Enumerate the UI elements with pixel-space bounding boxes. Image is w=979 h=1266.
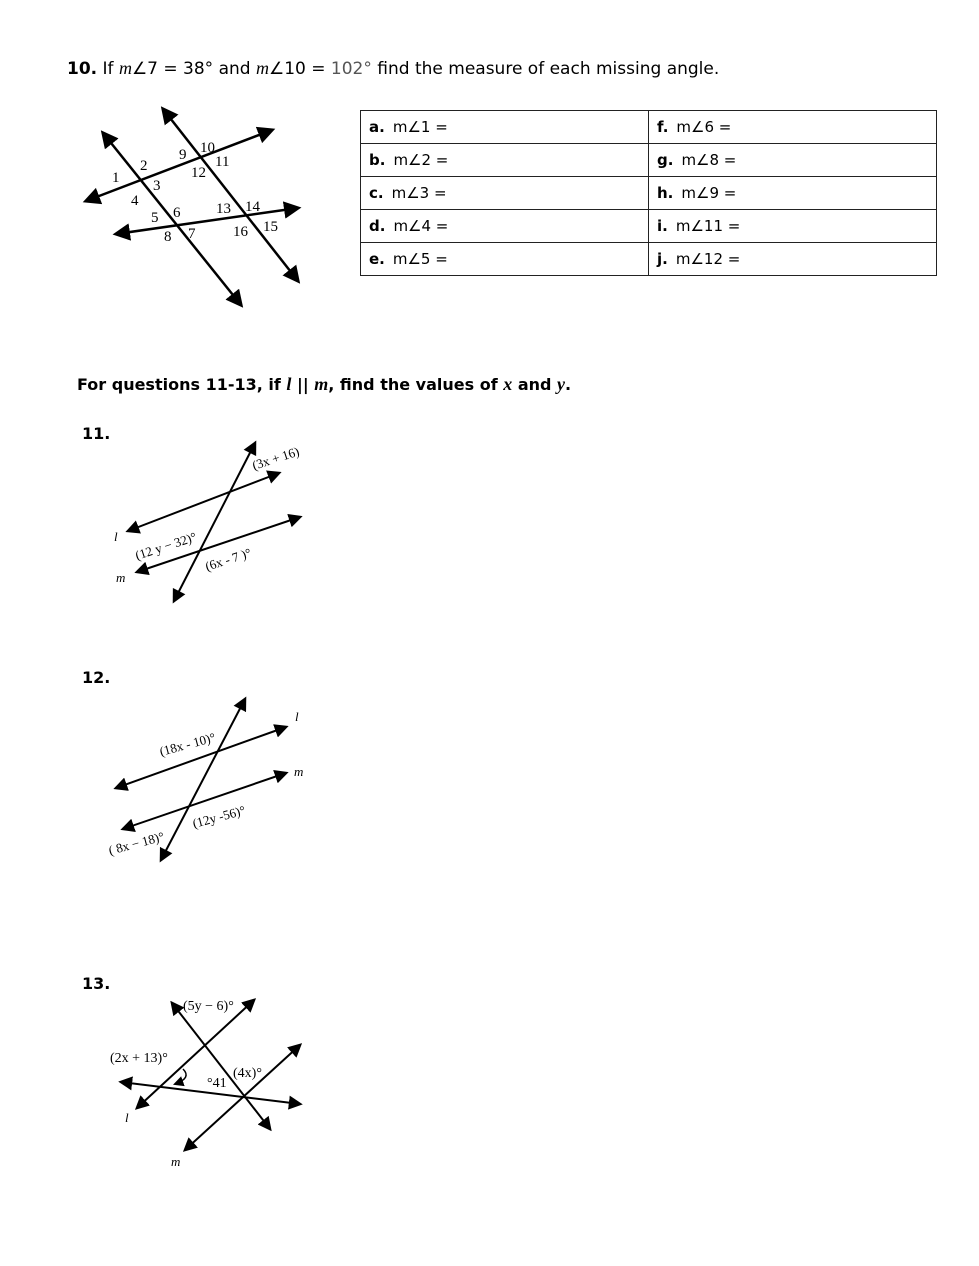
fig11-line-m-label: m xyxy=(116,570,126,585)
item-letter: b. xyxy=(369,151,386,169)
fig12-label-right: (12y -56)° xyxy=(190,802,247,831)
figure-13 xyxy=(121,1000,300,1150)
fig13-line-l-label: l xyxy=(125,1110,129,1125)
fig12-line-l-label: l xyxy=(295,709,299,724)
question-number: 10. xyxy=(67,59,98,79)
angle-expression: m∠12 = xyxy=(675,250,741,268)
fig10-angle-label: 14 xyxy=(245,199,260,215)
item-letter: g. xyxy=(657,151,674,169)
question-11-number: 11. xyxy=(82,424,111,443)
m-symbol: m xyxy=(118,58,132,78)
text-if: If xyxy=(102,59,114,79)
item-letter: d. xyxy=(369,217,386,235)
angle-expression: m∠5 = xyxy=(392,250,448,268)
fig13-label-mid: °41 xyxy=(207,1076,227,1091)
fig11-line-l-label: l xyxy=(114,529,118,544)
line-l-symbol: l xyxy=(286,374,292,394)
fig10-angle-label: 3 xyxy=(153,178,161,194)
fig10-line-upper xyxy=(86,130,272,201)
angle10-prefix: ∠10 = xyxy=(268,59,331,79)
fig13-line-m xyxy=(185,1045,300,1150)
fig10-transversal-right xyxy=(163,109,298,281)
fig10-angle-label: 12 xyxy=(191,165,206,181)
item-letter: f. xyxy=(657,118,669,136)
text-rest: find the measure of each missing angle. xyxy=(377,59,720,79)
angle-expression: m∠4 = xyxy=(393,217,449,235)
fig11-line-l xyxy=(128,473,279,531)
figure-10 xyxy=(86,109,298,305)
item-letter: j. xyxy=(657,250,668,268)
fig10-angle-label: 13 xyxy=(216,201,231,217)
fig10-angle-label: 1 xyxy=(112,170,120,186)
intro-and: and xyxy=(517,375,552,394)
angle7-given: ∠7 = 38° xyxy=(131,59,214,79)
angle-expression: m∠9 = xyxy=(681,184,737,202)
intro-prefix: For questions 11-13, if xyxy=(77,375,281,394)
item-letter: e. xyxy=(369,250,385,268)
fig10-angle-label: 10 xyxy=(200,140,215,156)
figure-11 xyxy=(128,443,300,601)
fig10-angle-labels xyxy=(112,140,278,245)
angle-expression: m∠6 = xyxy=(676,118,732,136)
angle-expression: m∠3 = xyxy=(391,184,447,202)
angle10-value: 102° xyxy=(330,59,372,79)
fig12-line-m-label: m xyxy=(294,764,304,779)
text-and: and xyxy=(218,59,251,79)
fig10-angle-label: 2 xyxy=(140,158,148,174)
fig10-angle-label: 4 xyxy=(131,193,139,209)
m-symbol: m xyxy=(255,58,269,78)
item-letter: c. xyxy=(369,184,384,202)
fig10-angle-label: 11 xyxy=(215,154,230,170)
item-letter: h. xyxy=(657,184,674,202)
angle-expression: m∠11 = xyxy=(675,217,741,235)
fig13-line-m-label: m xyxy=(171,1154,181,1169)
angle-expression: m∠8 = xyxy=(681,151,737,169)
var-y: y xyxy=(557,374,566,394)
fig13-label-right: (4x)° xyxy=(233,1066,262,1081)
fig11-label-top: (3x + 16) xyxy=(250,443,302,473)
intro-mid: , find the values of xyxy=(328,375,498,394)
fig12-transversal xyxy=(161,699,245,860)
angle-expression: m∠2 = xyxy=(393,151,449,169)
fig13-label-left: (2x + 13)° xyxy=(110,1051,168,1066)
fig10-angle-label: 7 xyxy=(188,226,196,242)
question-12-number: 12. xyxy=(82,668,111,687)
parallel-symbol: || xyxy=(297,375,309,394)
fig11-transversal xyxy=(174,443,255,601)
fig13-label-top: (5y − 6)° xyxy=(183,999,234,1014)
line-m-symbol: m xyxy=(314,374,329,394)
fig12-label-left: ( 8x − 18)° xyxy=(106,828,166,858)
item-letter: i. xyxy=(657,217,668,235)
intro-end: . xyxy=(565,375,572,394)
fig10-angle-label: 5 xyxy=(151,210,159,226)
angle-expression: m∠1 = xyxy=(392,118,448,136)
item-letter: a. xyxy=(369,118,385,136)
var-x: x xyxy=(503,374,513,394)
fig10-angle-label: 16 xyxy=(233,224,248,240)
fig10-angle-label: 15 xyxy=(263,219,278,235)
fig10-angle-label: 8 xyxy=(164,229,172,245)
fig10-angle-label: 9 xyxy=(179,147,187,163)
fig12-label-top: (18x - 10)° xyxy=(157,729,218,759)
question-13-number: 13. xyxy=(82,974,111,993)
fig11-label-right: (6x - 7 )° xyxy=(203,544,254,574)
fig10-angle-label: 6 xyxy=(173,205,181,221)
fig11-label-left: (12 y − 32)° xyxy=(133,528,199,563)
